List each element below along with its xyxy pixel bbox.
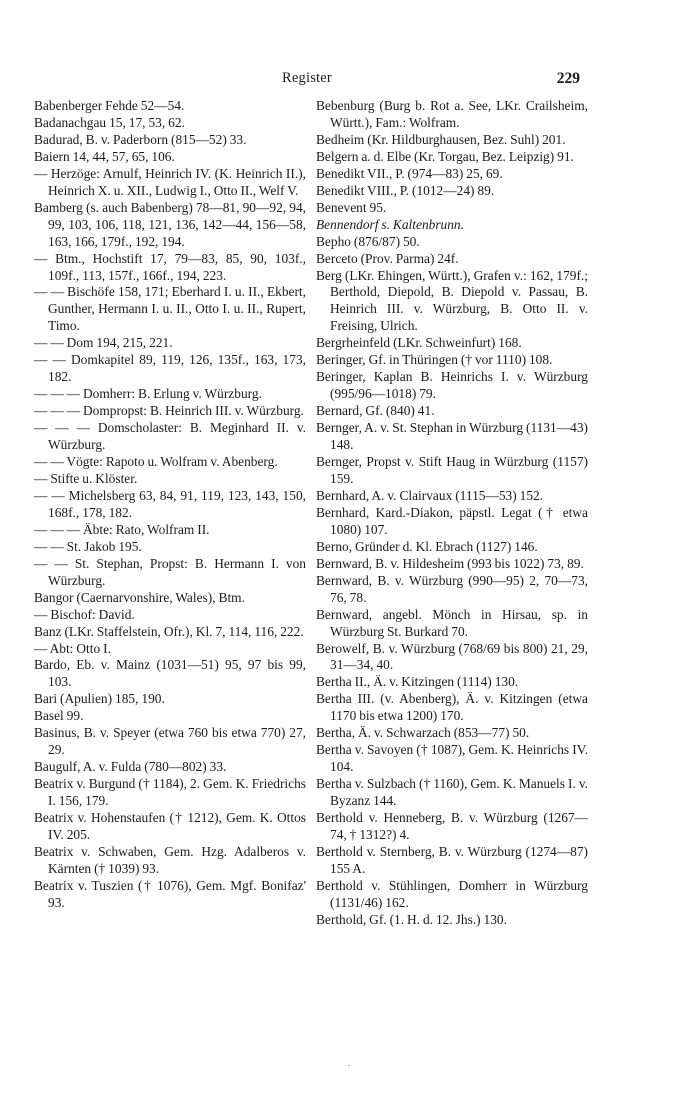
index-entry: Benedikt VIII., P. (1012—24) 89. <box>316 182 495 198</box>
index-entry: Bergrheinfeld (LKr. Schweinfurt) 168. <box>316 335 522 351</box>
index-entry: Beatrix v. Tuszien († 1076), Gem. Mgf. Bonifaz' 93. <box>34 877 306 910</box>
index-entry: Berthold, Gf. (1. H. d. 12. Jhs.) 130. <box>316 911 507 927</box>
index-entry: — Bischof: David. <box>34 606 135 622</box>
index-entry: — — St. Jakob 195. <box>34 538 142 554</box>
index-entry: Benevent 95. <box>316 199 387 215</box>
index-entry: Badanachgau 15, 17, 53, 62. <box>34 114 185 130</box>
index-entry: Baiern 14, 44, 57, 65, 106. <box>34 148 175 164</box>
index-entry: — Stifte u. Klöster. <box>34 470 138 486</box>
index-entry: Bernward, B. v. Hildesheim (993 bis 1022) 73, 89. <box>316 555 584 571</box>
index-entry: — — St. Stephan, Propst: B. Hermann I. von Würzburg. <box>34 555 306 588</box>
index-entry: Basinus, B. v. Speyer (etwa 760 bis etwa 770) 27, 29. <box>34 725 306 758</box>
page-title: Register <box>282 70 332 86</box>
page-header <box>34 70 580 90</box>
index-entry: Berowelf, B. v. Würzburg (768/69 bis 800) 21, 29, 31—34, 40. <box>316 640 588 673</box>
index-entry: Bepho (876/87) 50. <box>316 233 420 249</box>
index-entry: Bertha, Ä. v. Schwarzach (853—77) 50. <box>316 725 530 741</box>
index-entry: Basel 99. <box>34 708 84 724</box>
index-entry: Bardo, Eb. v. Mainz (1031—51) 95, 97 bis 99, 103. <box>34 657 306 690</box>
index-entry: Benedikt VII., P. (974—83) 25, 69. <box>316 165 503 181</box>
index-entry: Bertha III. (v. Abenberg), Ä. v. Kitzingen (etwa 1170 bis etwa 1200) 170. <box>316 691 588 724</box>
index-entry: Bangor (Caernarvonshire, Wales), Btm. <box>34 589 245 605</box>
index-entry: Beringer, Gf. in Thüringen († vor 1110) 108. <box>316 352 553 368</box>
index-entry: — — Dom 194, 215, 221. <box>34 335 173 351</box>
index-entry: — — — Domscholaster: B. Meginhard II. v. Würzburg. <box>34 420 306 453</box>
index-entry: Babenberger Fehde 52—54. <box>34 98 185 113</box>
index-entry: Bedheim (Kr. Hildburghausen, Bez. Suhl) 201. <box>316 131 566 147</box>
index-entry: Bernhard, Kard.-Diakon, päpstl. Legat († etwa 1080) 107. <box>316 504 588 537</box>
index-entry: Bernward, B. v. Würzburg (990—95) 2, 70—73, 76, 78. <box>316 572 588 605</box>
index-entry: Bernger, A. v. St. Stephan in Würzburg (1131—43) 148. <box>316 420 588 453</box>
index-entry: Bernger, Propst v. Stift Haug in Würzburg (1157) 159. <box>316 454 588 486</box>
index-entry: — Abt: Otto I. <box>34 640 111 656</box>
index-entry: Berthold v. Stühlingen, Domherr in Würzburg (1131/46) 162. <box>316 877 588 910</box>
index-entry: Bennendorf s. Kaltenbrunn. <box>316 216 464 232</box>
index-entry: Beatrix v. Schwaben, Gem. Hzg. Adalberos v. Kärnten († 1039) 93. <box>34 843 306 876</box>
index-entry: Beatrix v. Burgund († 1184), 2. Gem. K. Friedrichs I. 156, 179. <box>34 776 306 809</box>
index-entry: Bari (Apulien) 185, 190. <box>34 691 165 707</box>
index-entry: Berthold v. Sternberg, B. v. Würzburg (1274—87) 155 A. <box>316 843 588 876</box>
index-entry: — — Michelsberg 63, 84, 91, 119, 123, 143, 150, 168f., 178, 182. <box>34 487 306 520</box>
index-entry: Bertha II., Ä. v. Kitzingen (1114) 130. <box>316 674 519 690</box>
index-entry: Berg (LKr. Ehingen, Württ.), Grafen v.: 162, 179f.; Berthold, Diepold, B. Diepold v. Passau, B. Heinrich III. v. Würzburg, B. Otto II. v. Freising, Ulrich. <box>316 267 588 334</box>
index-entry: Bernard, Gf. (840) 41. <box>316 403 435 419</box>
index-entry: Bernward, angebl. Mönch in Hirsau, sp. in Würzburg St. Burkard 70. <box>316 606 588 639</box>
index-entry: Berno, Gründer d. Kl. Ebrach (1127) 146. <box>316 538 538 554</box>
index-entry: — — — Dompropst: B. Heinrich III. v. Würzburg. <box>34 403 304 419</box>
index-entry: — Herzöge: Arnulf, Heinrich IV. (K. Heinrich II.), Heinrich X. u. XII., Ludwig I., Otto II., Welf V. <box>34 165 306 198</box>
index-entry: Beatrix v. Hohenstaufen († 1212), Gem. K. Ottos IV. 205. <box>34 810 306 842</box>
index-entry: Berthold v. Henneberg, B. v. Würzburg (1267—74, † 1312?) 4. <box>316 810 588 842</box>
index-entry: Bamberg (s. auch Babenberg) 78—81, 90—92, 94, 99, 103, 106, 118, 121, 136, 142—44, 156—58, 163, 166, 179f., 192, 194. <box>34 199 306 249</box>
index-entry: — — Vögte: Rapoto u. Wolfram v. Abenberg. <box>34 454 278 470</box>
index-entry: Badurad, B. v. Paderborn (815—52) 33. <box>34 131 247 147</box>
index-entry: Bernhard, A. v. Clairvaux (1115—53) 152. <box>316 487 544 503</box>
index-entry: — — — Äbte: Rato, Wolfram II. <box>34 521 210 537</box>
index-entry: — — Domkapitel 89, 119, 126, 135f., 163, 173, 182. <box>34 352 306 385</box>
index-column-left <box>34 98 306 912</box>
index-column-right <box>316 98 588 929</box>
index-entry: Belgern a. d. Elbe (Kr. Torgau, Bez. Leipzig) 91. <box>316 148 574 164</box>
index-entry: — Btm., Hochstift 17, 79—83, 85, 90, 103f., 109f., 113, 157f., 166f., 194, 223. <box>34 250 306 283</box>
index-entry: Baugulf, A. v. Fulda (780—802) 33. <box>34 759 227 775</box>
page-number: 229 <box>556 70 580 87</box>
index-entry: Banz (LKr. Staffelstein, Ofr.), Kl. 7, 114, 116, 222. <box>34 623 304 639</box>
index-entry: Beringer, Kaplan B. Heinrichs I. v. Würzburg (995/96—1018) 79. <box>316 369 588 402</box>
index-entry: Bertha v. Sulzbach († 1160), Gem. K. Manuels I. v. Byzanz 144. <box>316 776 588 809</box>
index-entry: Berceto (Prov. Parma) 24f. <box>316 250 459 266</box>
index-entry: Bertha v. Savoyen († 1087), Gem. K. Heinrichs IV. 104. <box>316 742 588 775</box>
index-entry: — — — Domherr: B. Erlung v. Würzburg. <box>34 386 262 402</box>
footer-mark: · <box>347 1060 351 1072</box>
index-entry: — — Bischöfe 158, 171; Eberhard I. u. II., Ekbert, Gunther, Hermann I. u. II., Otto I. u. II., Rupert, Timo. <box>34 284 306 334</box>
index-entry: Bebenburg (Burg b. Rot a. See, LKr. Crailsheim, Württ.), Fam.: Wolfram. <box>316 98 588 130</box>
